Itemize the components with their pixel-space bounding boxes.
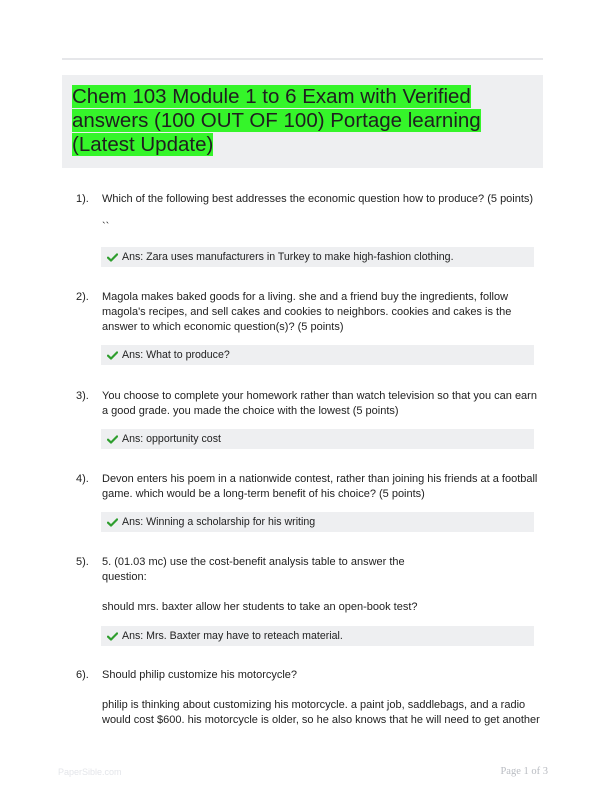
title-banner: [62, 75, 543, 168]
question-text: Devon enters his poem in a nationwide contest, rather than joining his friends at a football game. which would be a long-term benefit of his choice? (5 points): [102, 473, 538, 501]
question-text: 5. (01.03 mc) use the cost-benefit analysis table to answer the question:: [102, 556, 405, 584]
answer-text: Ans: Winning a scholarship for his writing: [122, 516, 316, 528]
page-title: Chem 103 Module 1 to 6 Exam with Verified answers (100 OUT OF 100) Portage learning (Latest Update): [72, 85, 481, 156]
answer-box: [101, 247, 534, 267]
question-prompt: should mrs. baxter allow her students to take an open-book test?: [102, 601, 418, 613]
answer-box: [101, 429, 534, 449]
question-text: Should philip customize his motorcycle?: [102, 669, 298, 681]
page-number: Page 1 of 3: [500, 766, 548, 777]
question-text: Which of the following best addresses the economic question how to produce? (5 points): [102, 193, 534, 205]
check-icon: [107, 435, 118, 444]
check-icon: [107, 518, 118, 527]
question-text: Magola makes baked goods for a living. she and a friend buy the ingredients, follow magola's recipes, and sell cakes and cookies to neighbors. cookies and cakes is the answer to which economic question(s)? (5 points): [102, 291, 512, 334]
answer-box: [101, 345, 534, 365]
answer-box: [101, 626, 534, 646]
question-note: ``: [102, 221, 110, 233]
top-divider: [62, 58, 543, 60]
check-icon: [107, 351, 118, 360]
question-number: 3).: [76, 390, 89, 402]
question-number: 4).: [76, 473, 89, 485]
question-text: You choose to complete your homework rather than watch television so that you can earn a good grade. you made the choice with the lowest (5 points): [102, 390, 537, 418]
question-number: 6).: [76, 669, 89, 681]
check-icon: [107, 632, 118, 641]
question-passage: philip is thinking about customizing his motorcycle. a paint job, saddlebags, and a radio would cost $600. his motorcycle is older, so he also knows that he will need to get another: [102, 699, 540, 727]
check-icon: [107, 253, 118, 262]
question-number: 2).: [76, 291, 89, 303]
question-number: 5).: [76, 556, 89, 568]
question-number: 1).: [76, 193, 89, 205]
answer-text: Ans: opportunity cost: [122, 433, 221, 445]
answer-text: Ans: Mrs. Baxter may have to reteach material.: [122, 630, 343, 642]
footer-brand: PaperSible.com: [58, 767, 122, 777]
answer-box: [101, 512, 534, 532]
answer-text: Ans: What to produce?: [122, 349, 230, 361]
answer-text: Ans: Zara uses manufacturers in Turkey to make high-fashion clothing.: [122, 251, 454, 263]
